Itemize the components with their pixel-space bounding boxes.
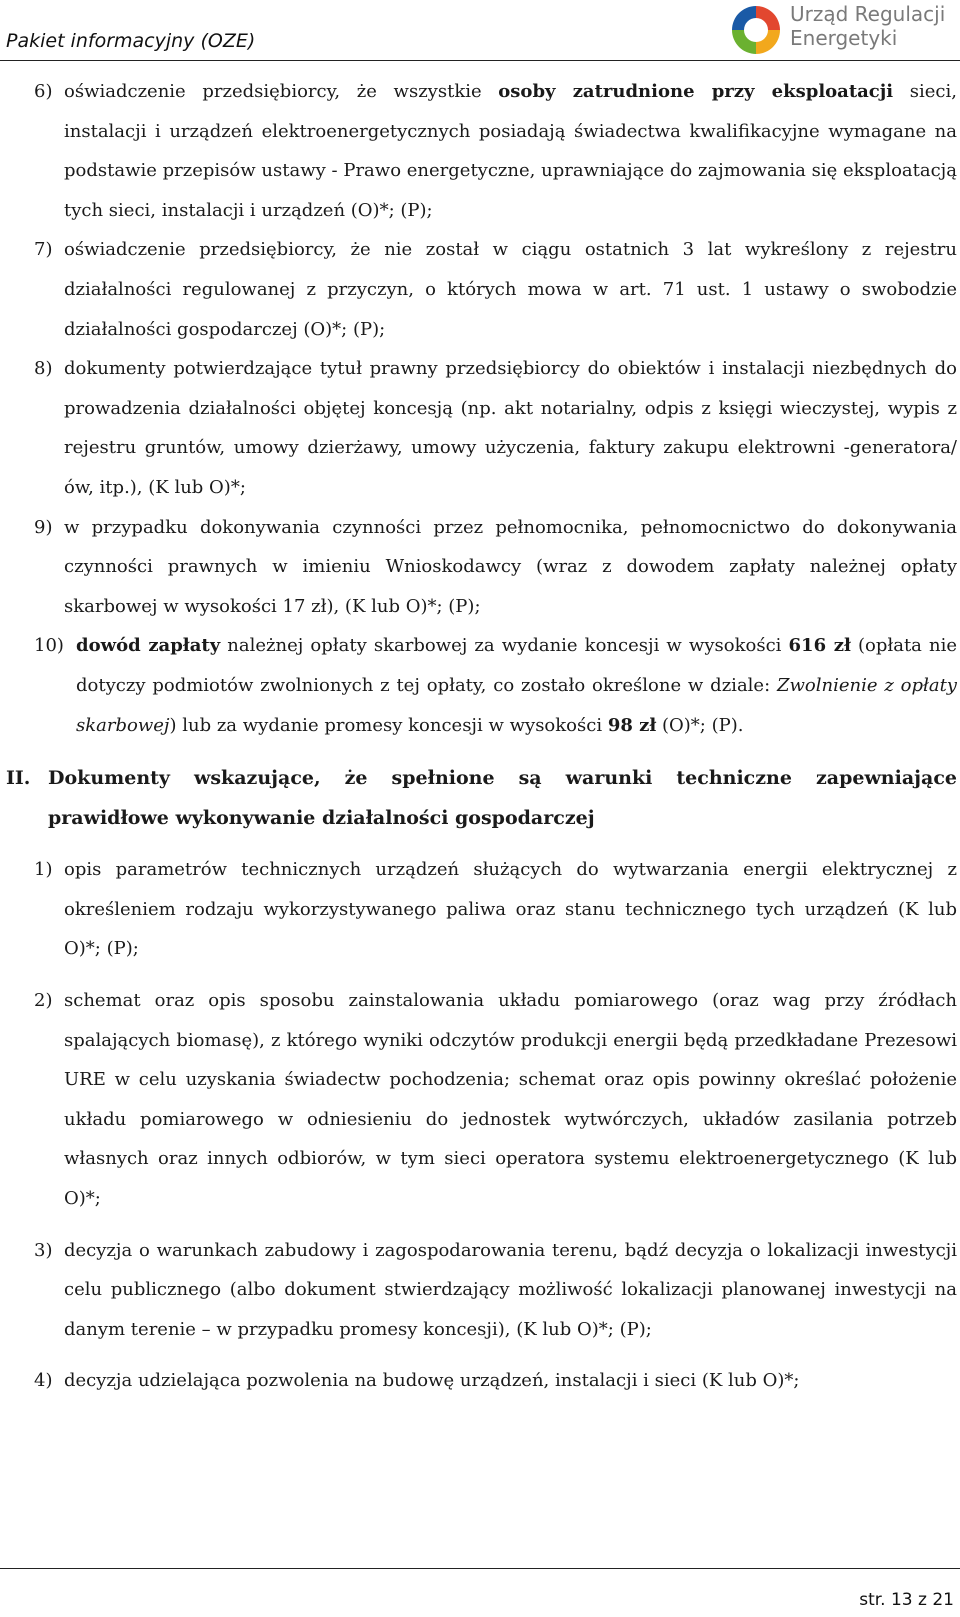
text-segment: (opłata nie dotyczy podmiotów zwolnionych z tej opłaty, co zostało określone w dziale:: [76, 635, 958, 696]
section-number: II.: [6, 767, 31, 790]
list-item-number: 4): [34, 1370, 53, 1392]
list-item-number: 2): [34, 990, 53, 1012]
bold-text: 98 zł: [607, 714, 657, 736]
list-item: [0, 1231, 960, 1350]
text-segment: ) lub za wydanie promesy koncesji w wysokości: [169, 714, 608, 736]
list-item: [0, 508, 960, 627]
list-item: [0, 72, 960, 230]
list-item-number: 3): [34, 1239, 53, 1261]
list-item-text: [64, 230, 957, 349]
text-segment: (O)*; (P).: [656, 714, 744, 736]
page-number: str. 13 z 21: [859, 1590, 954, 1610]
list-item-text: [64, 508, 957, 627]
text-segment: schemat oraz opis sposobu zainstalowania układu pomiarowego (oraz wag przy źródłach spalających biomasę), z którego wyniki odczytów produkcji energii będą przedkładane Prezesowi URE w celu uzyskania świadectw pochodzenia; schemat oraz opis powinny określać położenie układu pomiarowego w odniesieniu do jednostek wytwórczych, układów zasilania potrzeb własnych oraz innych odbiorów, w tym sieci operatora systemu elektroenergetycznego (K lub O)*;: [64, 990, 957, 1210]
list-item-number: 10): [34, 635, 64, 657]
list-item: [0, 230, 960, 349]
list-item-number: 1): [34, 859, 53, 881]
list-item-number: 7): [34, 239, 53, 261]
list-item: [0, 850, 960, 969]
list-item-text: [64, 349, 957, 507]
list-item-text: [64, 850, 957, 969]
italic-text: Zwolnienie z opłaty skarbowej: [76, 674, 957, 736]
list-item-text: [64, 1231, 957, 1350]
text-segment: oświadczenie przedsiębiorcy, że nie został w ciągu ostatnich 3 lat wykreślony z rejestru działalności regulowanej z przyczyn, o których mowa w art. 71 ust. 1 ustawy o swobodzie działalności gospodarczej (O)*; (P);: [64, 239, 957, 340]
section-title: Dokumenty wskazujące, że spełnione są warunki techniczne zapewniające prawidłowe wykonywanie działalności gospodarczej: [48, 767, 957, 829]
list-item-text: [64, 72, 957, 230]
text-segment: w przypadku dokonywania czynności przez pełnomocnika, pełnomocnictwo do dokonywania czynności prawnych w imieniu Wnioskodawcy (wraz z dowodem zapłaty należnej opłaty skarbowej w wysokości 17 zł), (K lub O)*; (P);: [64, 516, 957, 617]
requirements-list-1: [0, 72, 960, 745]
page-header: [0, 0, 960, 64]
document-title: Pakiet informacyjny (OZE): [6, 30, 256, 52]
list-item: [0, 1361, 960, 1401]
section-heading: [0, 759, 960, 838]
list-item-number: 8): [34, 358, 53, 380]
bold-text: dowód zapłaty: [76, 635, 221, 657]
text-segment: decyzja o warunkach zabudowy i zagospodarowania terenu, bądź decyzja o lokalizacji inwestycji celu publicznego (albo dokument stwierdzający możliwość lokalizacji planowanej inwestycji na danym terenie – w przypadku promesy koncesji), (K lub O)*; (P);: [64, 1239, 957, 1340]
list-item-text: [76, 626, 957, 745]
ure-logo: [728, 0, 960, 60]
list-item: [0, 981, 960, 1219]
text-segment: opis parametrów technicznych urządzeń służących do wytwarzania energii elektrycznej z określeniem rodzaju wykorzystywanego paliwa oraz stanu technicznego tych urządzeń (K lub O)*; (P);: [64, 859, 957, 960]
list-item: [0, 349, 960, 507]
list-item-number: 6): [34, 81, 53, 102]
footer-divider: [0, 1568, 960, 1569]
requirements-list-2: [0, 850, 960, 1401]
document-body: [0, 72, 960, 1401]
ure-logo-icon: [728, 2, 784, 58]
text-segment: decyzja udzielająca pozwolenia na budowę urządzeń, instalacji i sieci (K lub O)*;: [64, 1370, 800, 1392]
text-segment: oświadczenie przedsiębiorcy, że wszystkie: [64, 81, 499, 102]
header-divider: [0, 60, 960, 61]
text-segment: należnej opłaty skarbowej za wydanie koncesji w wysokości: [220, 635, 789, 657]
list-item-text: [64, 981, 957, 1219]
logo-line-2: Energetyki: [790, 26, 898, 50]
list-item-number: 9): [34, 516, 53, 538]
text-segment: sieci, instalacji i urządzeń elektroenergetycznych posiadają świadectwa kwalifikacyjne wymagane na podstawie przepisów ustawy - Prawo energetyczne, uprawniające do zajmowania się eksploatacją tych sieci, instalacji i urządzeń (O)*; (P);: [64, 81, 957, 221]
text-segment: dokumenty potwierdzające tytuł prawny przedsiębiorcy do obiektów i instalacji niezbędnych do prowadzenia działalności objętej koncesją (np. akt notarialny, odpis z księgi wieczystej, wypis z rejestru gruntów, umowy dzierżawy, umowy użyczenia, faktury zakupu elektrowni -generatora/ ów, itp.), (K lub O)*;: [64, 358, 957, 498]
list-item-text: [64, 1361, 957, 1401]
bold-text: 616 zł: [788, 635, 851, 657]
logo-text: [790, 2, 945, 50]
logo-line-1: Urząd Regulacji: [790, 2, 946, 26]
bold-text: osoby zatrudnione przy eksploatacji: [498, 81, 894, 102]
list-item: [0, 626, 960, 745]
